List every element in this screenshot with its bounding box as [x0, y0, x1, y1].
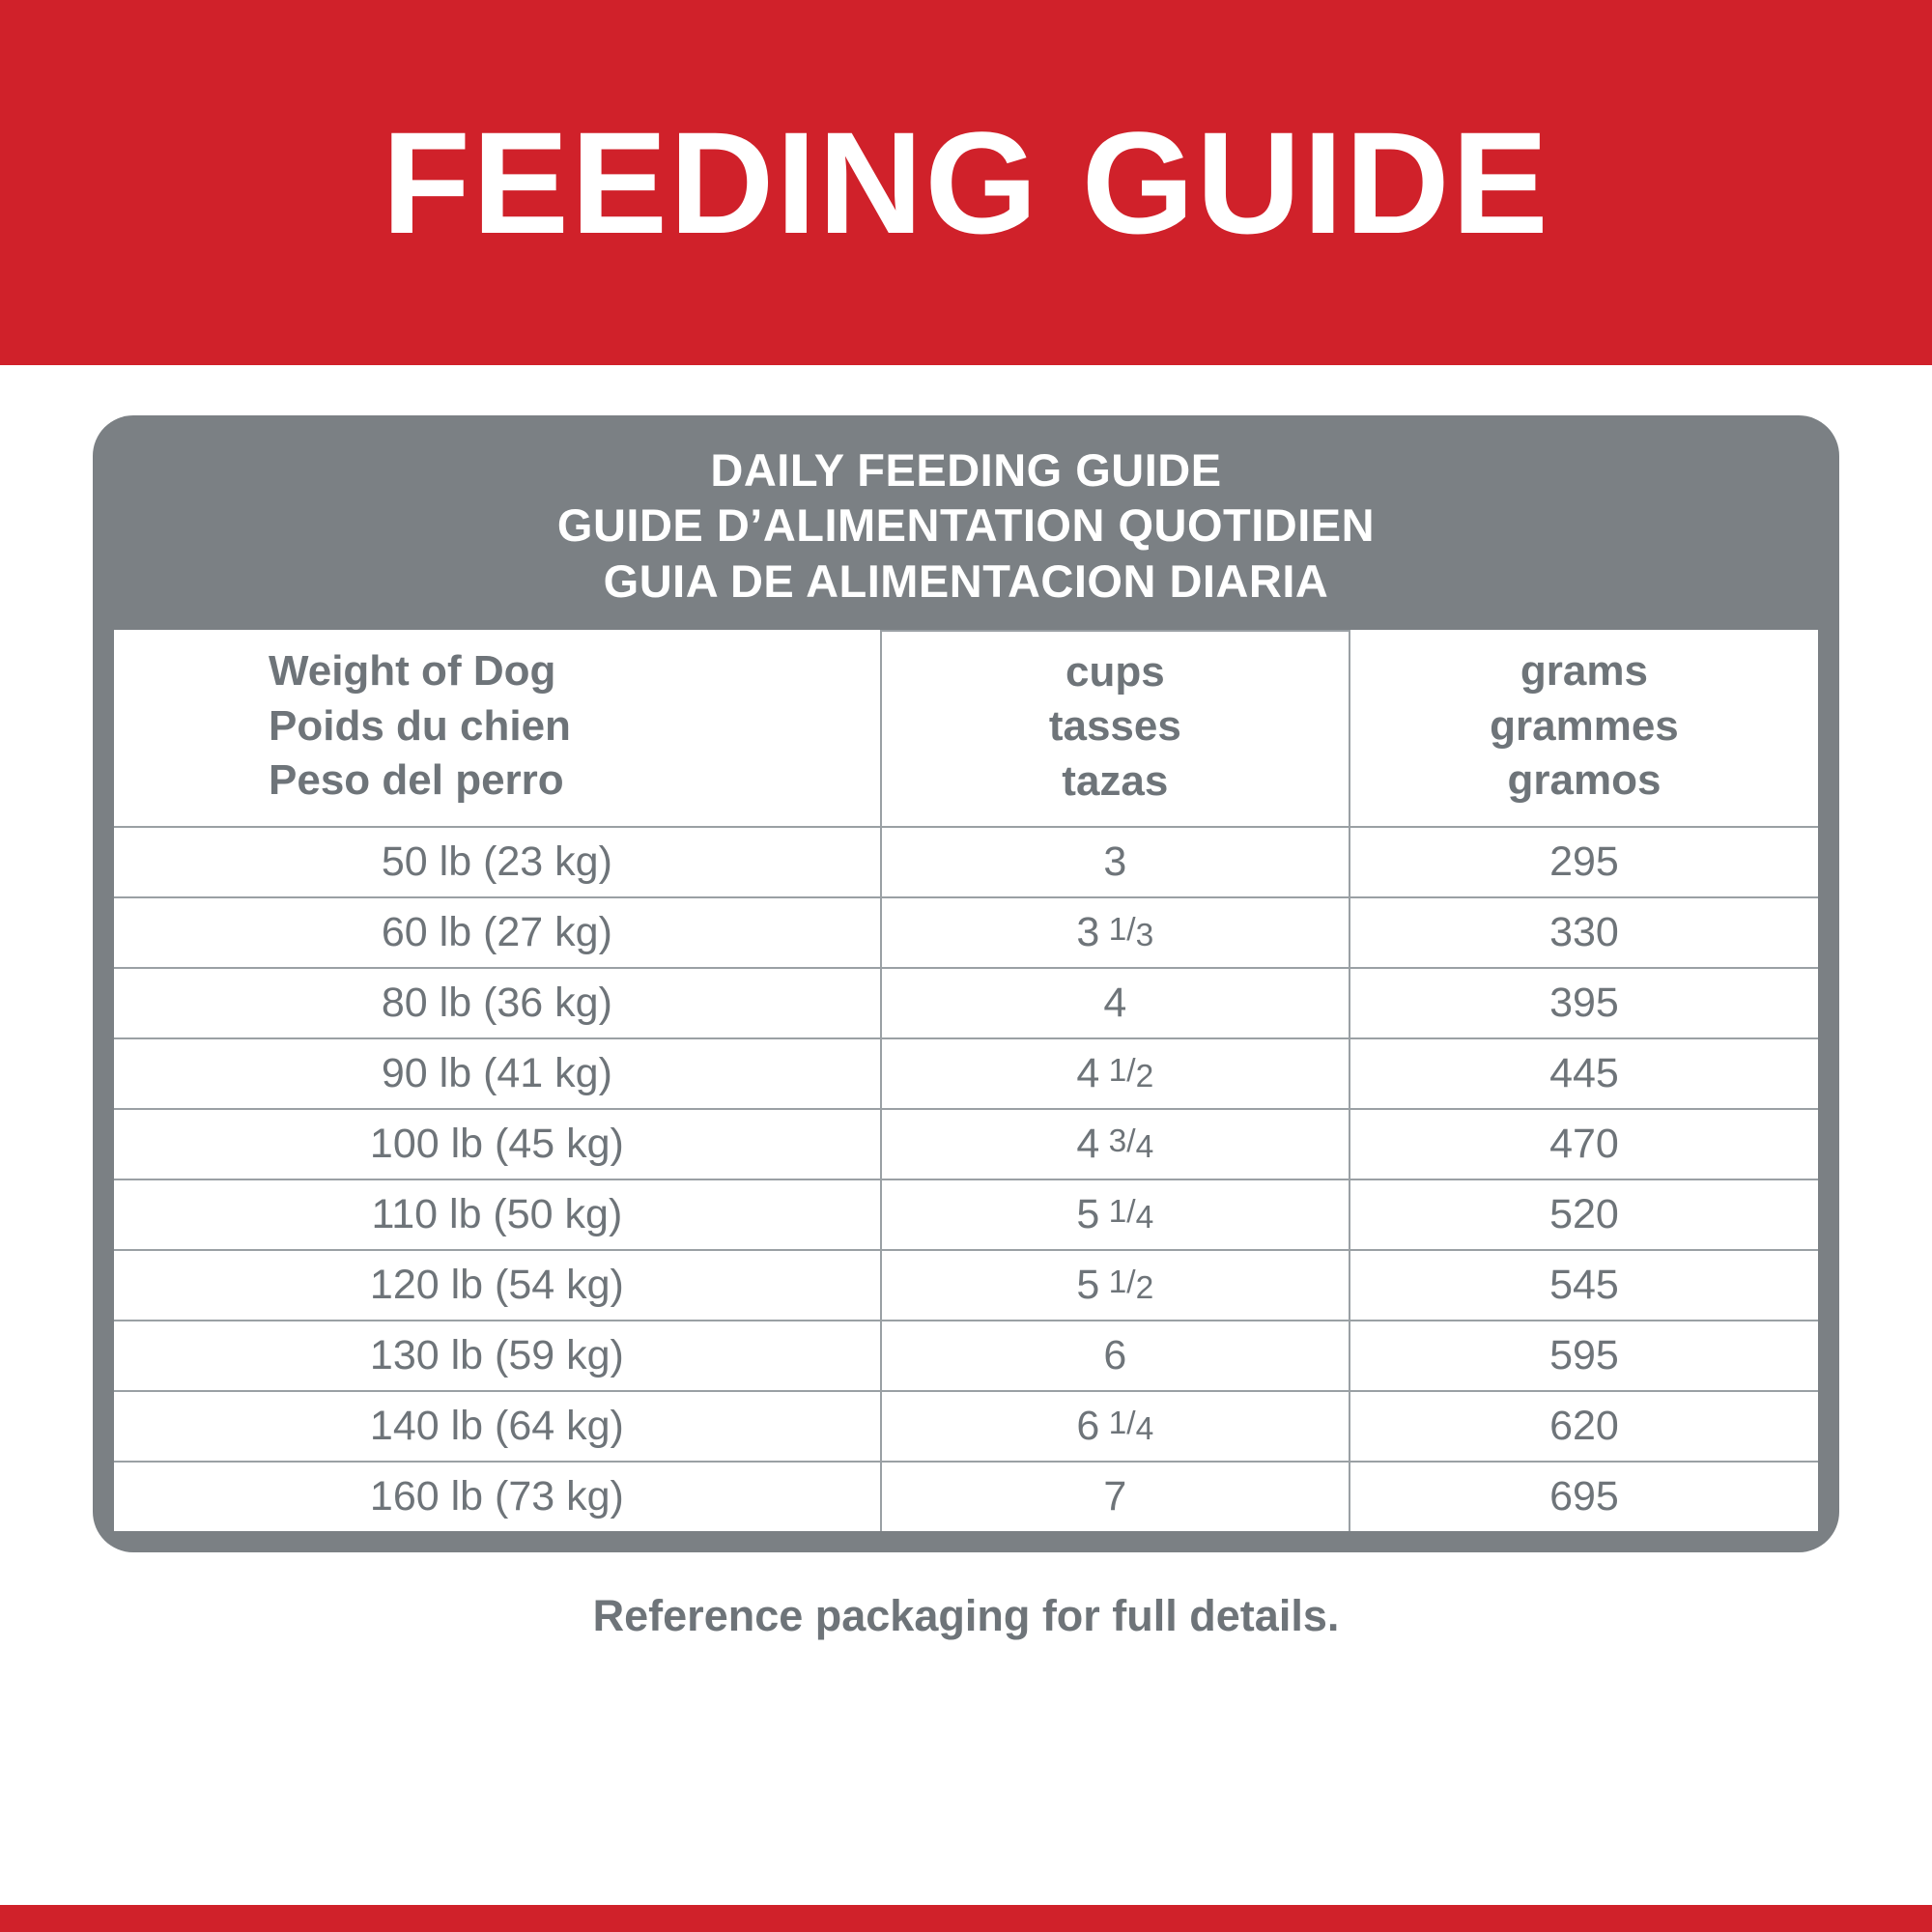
cups-fraction: 1/4 — [1108, 1193, 1154, 1236]
column-header-weight — [114, 631, 881, 827]
table-row — [114, 1462, 1818, 1531]
cups-fraction: 1/3 — [1108, 911, 1154, 953]
column-header-grams-es: gramos — [1507, 756, 1662, 805]
cell-weight: 50 lb (23 kg) — [114, 827, 881, 897]
card-heading-fr: GUIDE D’ALIMENTATION QUOTIDIEN — [556, 499, 1376, 552]
feeding-table — [114, 630, 1818, 1531]
cell-cups — [881, 1462, 1350, 1531]
cell-weight: 120 lb (54 kg) — [114, 1250, 881, 1321]
table-row — [114, 1321, 1818, 1391]
cell-weight: 110 lb (50 kg) — [114, 1179, 881, 1250]
table-body — [114, 827, 1818, 1531]
column-header-cups-fr: tasses — [1048, 702, 1181, 751]
cups-fraction: 1/4 — [1108, 1405, 1154, 1447]
column-header-grams-en: grams — [1520, 647, 1648, 696]
table-row — [114, 1179, 1818, 1250]
cell-grams: 395 — [1350, 968, 1818, 1038]
cups-whole: 3 — [1076, 908, 1100, 955]
table-row — [114, 1250, 1818, 1321]
column-header-cups — [881, 631, 1350, 827]
cell-weight: 60 lb (27 kg) — [114, 897, 881, 968]
cups-fraction: 1/2 — [1108, 1264, 1154, 1306]
cups-whole: 4 — [1076, 1049, 1100, 1096]
cups-whole: 5 — [1076, 1190, 1100, 1237]
cups-fraction: 3/4 — [1108, 1122, 1154, 1165]
table-header — [114, 631, 1818, 827]
cell-grams: 445 — [1350, 1038, 1818, 1109]
table-row — [114, 968, 1818, 1038]
cups-whole: 3 — [1103, 838, 1127, 885]
card-container — [0, 365, 1932, 1905]
cell-grams: 470 — [1350, 1109, 1818, 1179]
cell-grams: 695 — [1350, 1462, 1818, 1531]
table-row — [114, 827, 1818, 897]
cell-grams: 330 — [1350, 897, 1818, 968]
bottom-bar — [0, 1905, 1932, 1932]
table-row — [114, 1038, 1818, 1109]
cell-weight: 140 lb (64 kg) — [114, 1391, 881, 1462]
cups-whole: 4 — [1076, 1120, 1100, 1167]
cell-grams: 545 — [1350, 1250, 1818, 1321]
column-header-weight-en: Weight of Dog — [269, 647, 556, 696]
cell-cups — [881, 1391, 1350, 1462]
cell-weight: 130 lb (59 kg) — [114, 1321, 881, 1391]
table-header-row — [114, 631, 1818, 827]
column-header-weight-es: Peso del perro — [269, 756, 564, 805]
cell-cups — [881, 897, 1350, 968]
cell-grams: 595 — [1350, 1321, 1818, 1391]
table-row — [114, 1109, 1818, 1179]
cups-whole: 7 — [1103, 1472, 1127, 1520]
cups-whole: 6 — [1076, 1402, 1100, 1449]
cell-cups — [881, 1250, 1350, 1321]
daily-feeding-card — [93, 415, 1839, 1552]
cell-weight: 100 lb (45 kg) — [114, 1109, 881, 1179]
card-heading — [93, 415, 1839, 630]
cell-grams: 620 — [1350, 1391, 1818, 1462]
page-title: FEEDING GUIDE — [382, 101, 1550, 264]
cell-cups — [881, 1321, 1350, 1391]
cups-whole: 4 — [1103, 979, 1127, 1026]
table-row — [114, 897, 1818, 968]
card-heading-es: GUIA DE ALIMENTACION DIARIA — [603, 554, 1329, 607]
top-banner — [0, 0, 1932, 365]
cell-grams: 520 — [1350, 1179, 1818, 1250]
cell-weight: 80 lb (36 kg) — [114, 968, 881, 1038]
column-header-weight-fr: Poids du chien — [269, 701, 571, 750]
cell-cups — [881, 1109, 1350, 1179]
cups-whole: 6 — [1103, 1331, 1127, 1378]
cell-cups — [881, 1179, 1350, 1250]
footnote: Reference packaging for full details. — [592, 1590, 1340, 1640]
card-heading-en: DAILY FEEDING GUIDE — [710, 444, 1222, 496]
cell-cups — [881, 827, 1350, 897]
cell-weight: 160 lb (73 kg) — [114, 1462, 881, 1531]
table-row — [114, 1391, 1818, 1462]
column-header-grams-fr: grammes — [1490, 701, 1679, 750]
cell-cups — [881, 968, 1350, 1038]
cell-cups — [881, 1038, 1350, 1109]
cups-fraction: 1/2 — [1108, 1052, 1154, 1094]
column-header-cups-es: tazas — [1062, 756, 1169, 805]
cell-grams: 295 — [1350, 827, 1818, 897]
cups-whole: 5 — [1076, 1261, 1100, 1308]
cell-weight: 90 lb (41 kg) — [114, 1038, 881, 1109]
column-header-cups-en: cups — [1065, 647, 1165, 696]
column-header-grams — [1350, 631, 1818, 827]
